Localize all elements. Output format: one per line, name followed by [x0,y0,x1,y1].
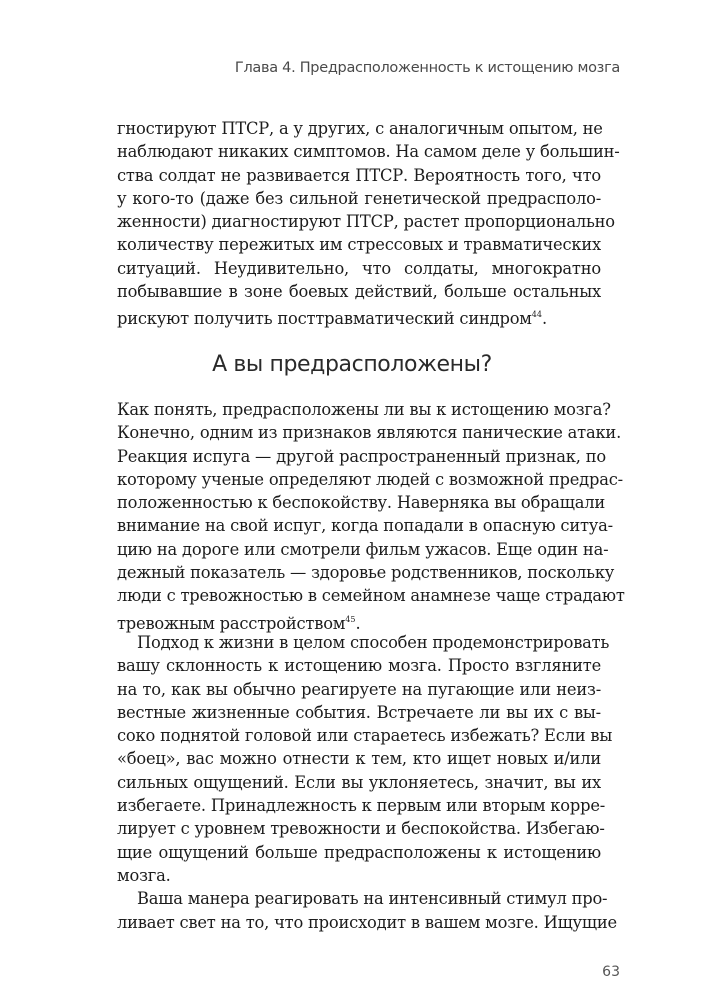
text-line: положенностью к беспокойству. Наверняка вы обращали [117,493,606,513]
text-line: Конечно, одним из признаков являются панические атаки. [117,423,622,443]
section-heading: А вы предрасположены? [212,352,492,377]
text-line: внимание на свой испуг, когда попадали в опасную ситуа- [117,516,613,536]
running-header: Глава 4. Предрасположенность к истощению мозга [234,60,620,76]
text-line: на то, как вы обычно реагируете на пугающие или неиз- [117,679,601,699]
footnote-marker: 44 [531,310,542,320]
text-line-last: мозга. [117,865,171,885]
text-line: Как понять, предрасположены ли вы к истощению мозга? [117,400,611,419]
text-line: наблюдают никаких симптомов. На самом деле у большин- [117,142,620,162]
text-line: у кого-то (даже без сильной генетической предрасполо- [117,188,601,208]
text-line: соко поднятой головой или стараетесь избежать? Если вы [117,726,613,746]
text-line: Ваша манера реагировать на интенсивный стимул про- [137,889,608,909]
text-line: лирует с уровнем тревожности и беспокойства. Избегаю- [117,819,605,839]
end-punctuation: . [541,309,547,329]
text-line: побывавшие в зоне боевых действий, больше остальных [117,282,601,302]
text-line-content: рискуют получить посттравматический синдром [117,309,532,329]
end-punctuation: . [355,613,361,633]
text-line-content: тревожным расстройством [117,613,346,633]
text-line: ситуаций. Неудивительно, что солдаты, многократно [117,258,601,278]
text-line: ливает свет на то, что происходит в вашем мозге. Ищущие [117,912,617,932]
text-block-continued [117,117,620,329]
text-line: цию на дороге или смотрели фильм ужасов. Еще один на- [117,539,609,559]
text-line: количеству пережитых им стрессовых и травматических [117,235,601,255]
text-line: щие ощущений больше предрасположены к истощению [117,842,601,862]
text-line: вестные жизненные события. Встречаете ли вы их с вы- [117,702,601,722]
text-line: сильных ощущений. Если вы уклоняетесь, значит, вы их [117,772,601,792]
footnote-marker: 45 [345,614,356,624]
text-line: вашу склонность к истощению мозга. Просто взгляните [117,656,601,676]
text-line: Подход к жизни в целом способен продемонстрировать [137,632,610,652]
text-line-last [117,608,601,631]
text-line: которому ученые определяют людей с возможной предрас- [117,469,623,489]
text-line: гностируют ПТСР, а у других, с аналогичным опытом, не [117,119,603,138]
text-line-last [117,303,601,329]
text-line: дежный показатель — здоровье родственников, поскольку [117,563,615,583]
text-line: люди с тревожностью в семейном анамнезе чаще страдают [117,586,625,606]
text-line: ства солдат не развивается ПТСР. Вероятность того, что [117,165,601,185]
text-line: избегаете. Принадлежность к первым или вторым корре- [117,796,606,816]
text-line: «боец», вас можно отнести к тем, кто ищет новых и/или [117,749,601,769]
text-line: женности) диагностируют ПТСР, растет пропорционально [117,212,615,232]
text-line: Реакция испуга — другой распространенный признак, по [117,446,606,466]
text-block-section [117,398,625,934]
page-number: 63 [602,964,620,980]
